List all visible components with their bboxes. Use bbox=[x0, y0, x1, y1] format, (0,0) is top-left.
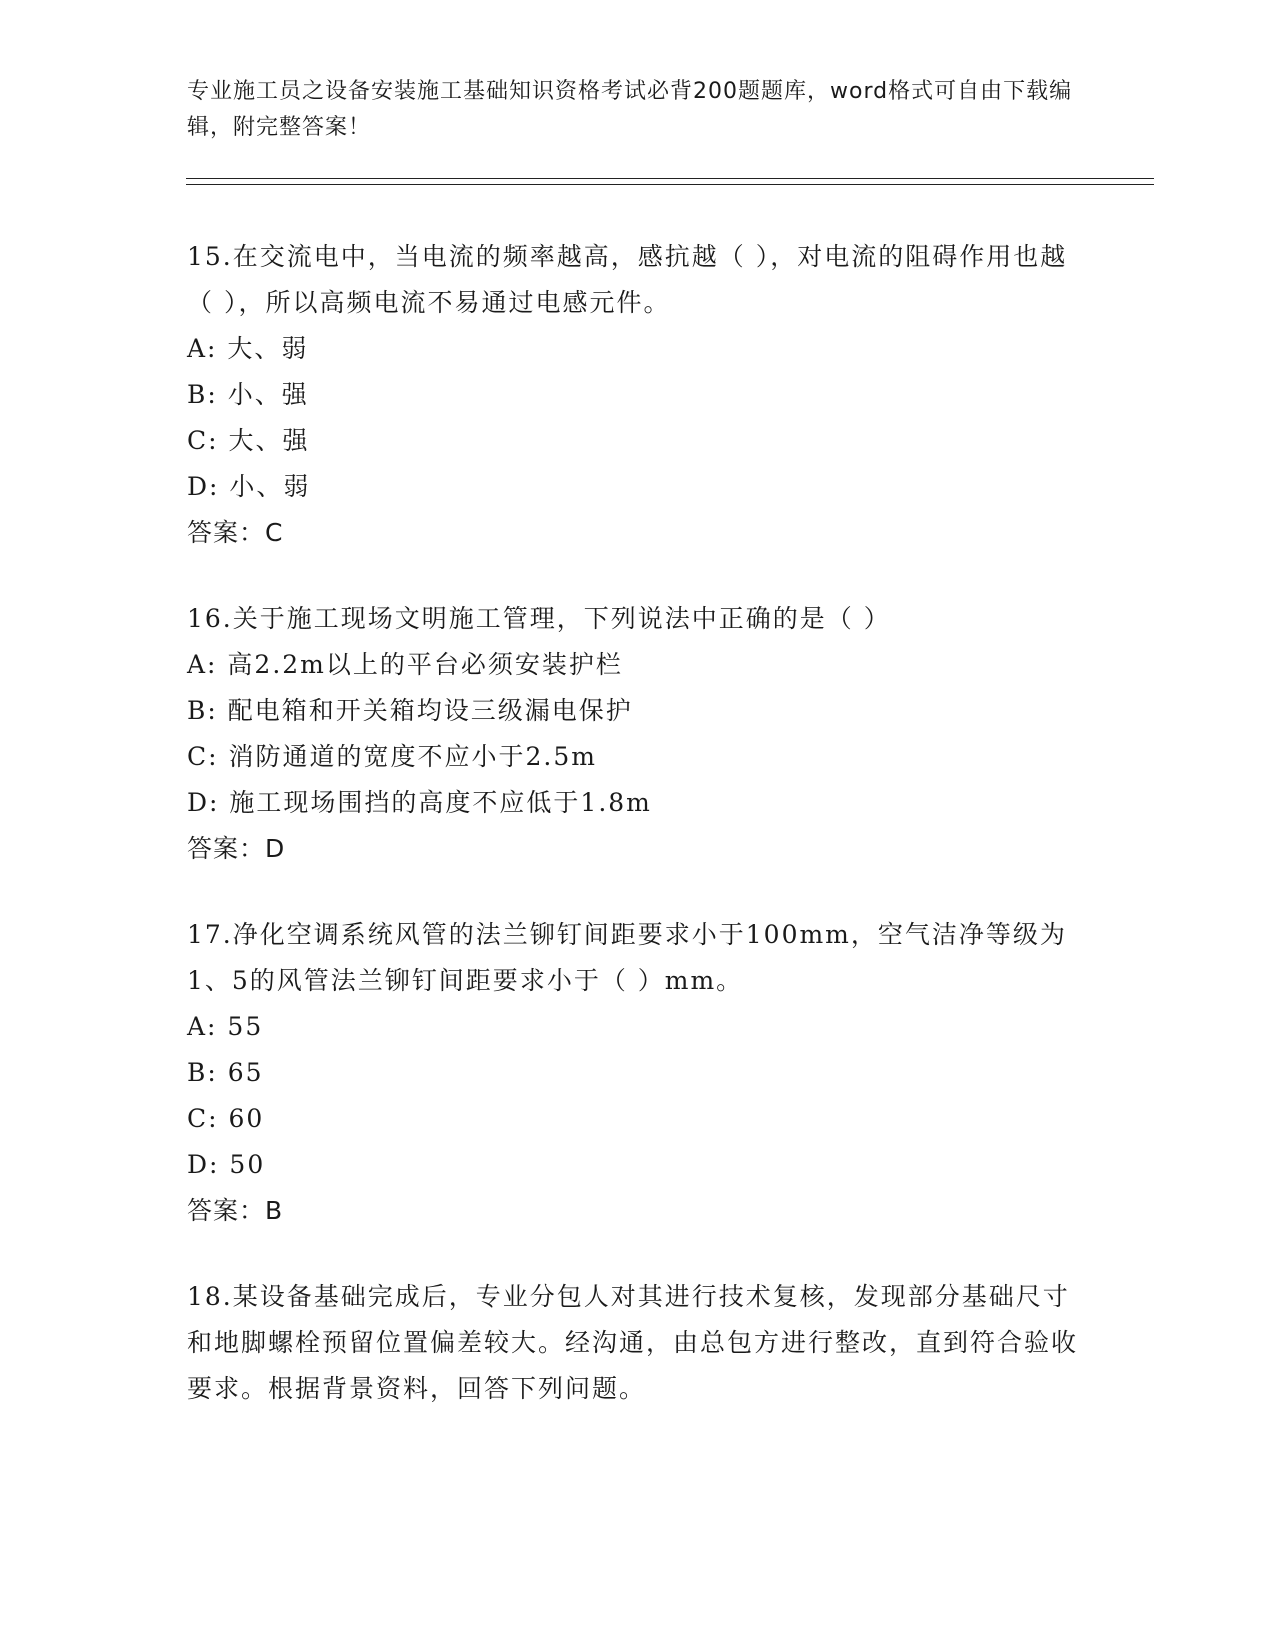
option-b: B: 小、强 bbox=[187, 380, 309, 409]
header-rule-top bbox=[186, 178, 1154, 179]
question-stem: 18.某设备基础完成后，专业分包人对其进行技术复核，发现部分基础尺寸和地脚螺栓预留位置偏差较大。经沟通，由总包方进行整改，直到符合验收要求。根据背景资料，回答下列问题。 bbox=[187, 1282, 1079, 1403]
option-c: C: 大、强 bbox=[187, 426, 310, 455]
question-18 bbox=[187, 1274, 1087, 1412]
option-a: A: 大、弱 bbox=[187, 334, 309, 363]
page-header: 专业施工员之设备安装施工基础知识资格考试必背200题题库，word格式可自由下载编辑，附完整答案！ bbox=[187, 79, 1073, 140]
question-stem: 15.在交流电中，当电流的频率越高，感抗越（ ），对电流的阻碍作用也越（ ），所以高频电流不易通过电感元件。 bbox=[187, 242, 1068, 317]
option-c: C: 60 bbox=[187, 1104, 265, 1133]
option-a: A: 高2.2m以上的平台必须安装护栏 bbox=[187, 650, 623, 679]
question-16 bbox=[187, 596, 1087, 872]
option-d: D: 施工现场围挡的高度不应低于1.8m bbox=[187, 788, 652, 817]
header-rule-bottom bbox=[186, 184, 1154, 185]
option-c: C: 消防通道的宽度不应小于2.5m bbox=[187, 742, 597, 771]
answer-line: 答案：D bbox=[187, 834, 286, 863]
option-d: D: 50 bbox=[187, 1150, 266, 1179]
answer-line: 答案：C bbox=[187, 518, 284, 547]
question-17 bbox=[187, 912, 1087, 1234]
question-15 bbox=[187, 234, 1087, 556]
option-d: D: 小、弱 bbox=[187, 472, 311, 501]
question-stem: 16.关于施工现场文明施工管理，下列说法中正确的是（ ） bbox=[187, 604, 891, 633]
option-b: B: 65 bbox=[187, 1058, 264, 1087]
answer-line: 答案：B bbox=[187, 1196, 284, 1225]
question-list bbox=[187, 234, 1087, 1452]
question-stem: 17.净化空调系统风管的法兰铆钉间距要求小于100mm，空气洁净等级为1、5的风管法兰铆钉间距要求小于（ ）mm。 bbox=[187, 920, 1067, 995]
option-b: B: 配电箱和开关箱均设三级漏电保护 bbox=[187, 696, 633, 725]
option-a: A: 55 bbox=[187, 1012, 264, 1041]
